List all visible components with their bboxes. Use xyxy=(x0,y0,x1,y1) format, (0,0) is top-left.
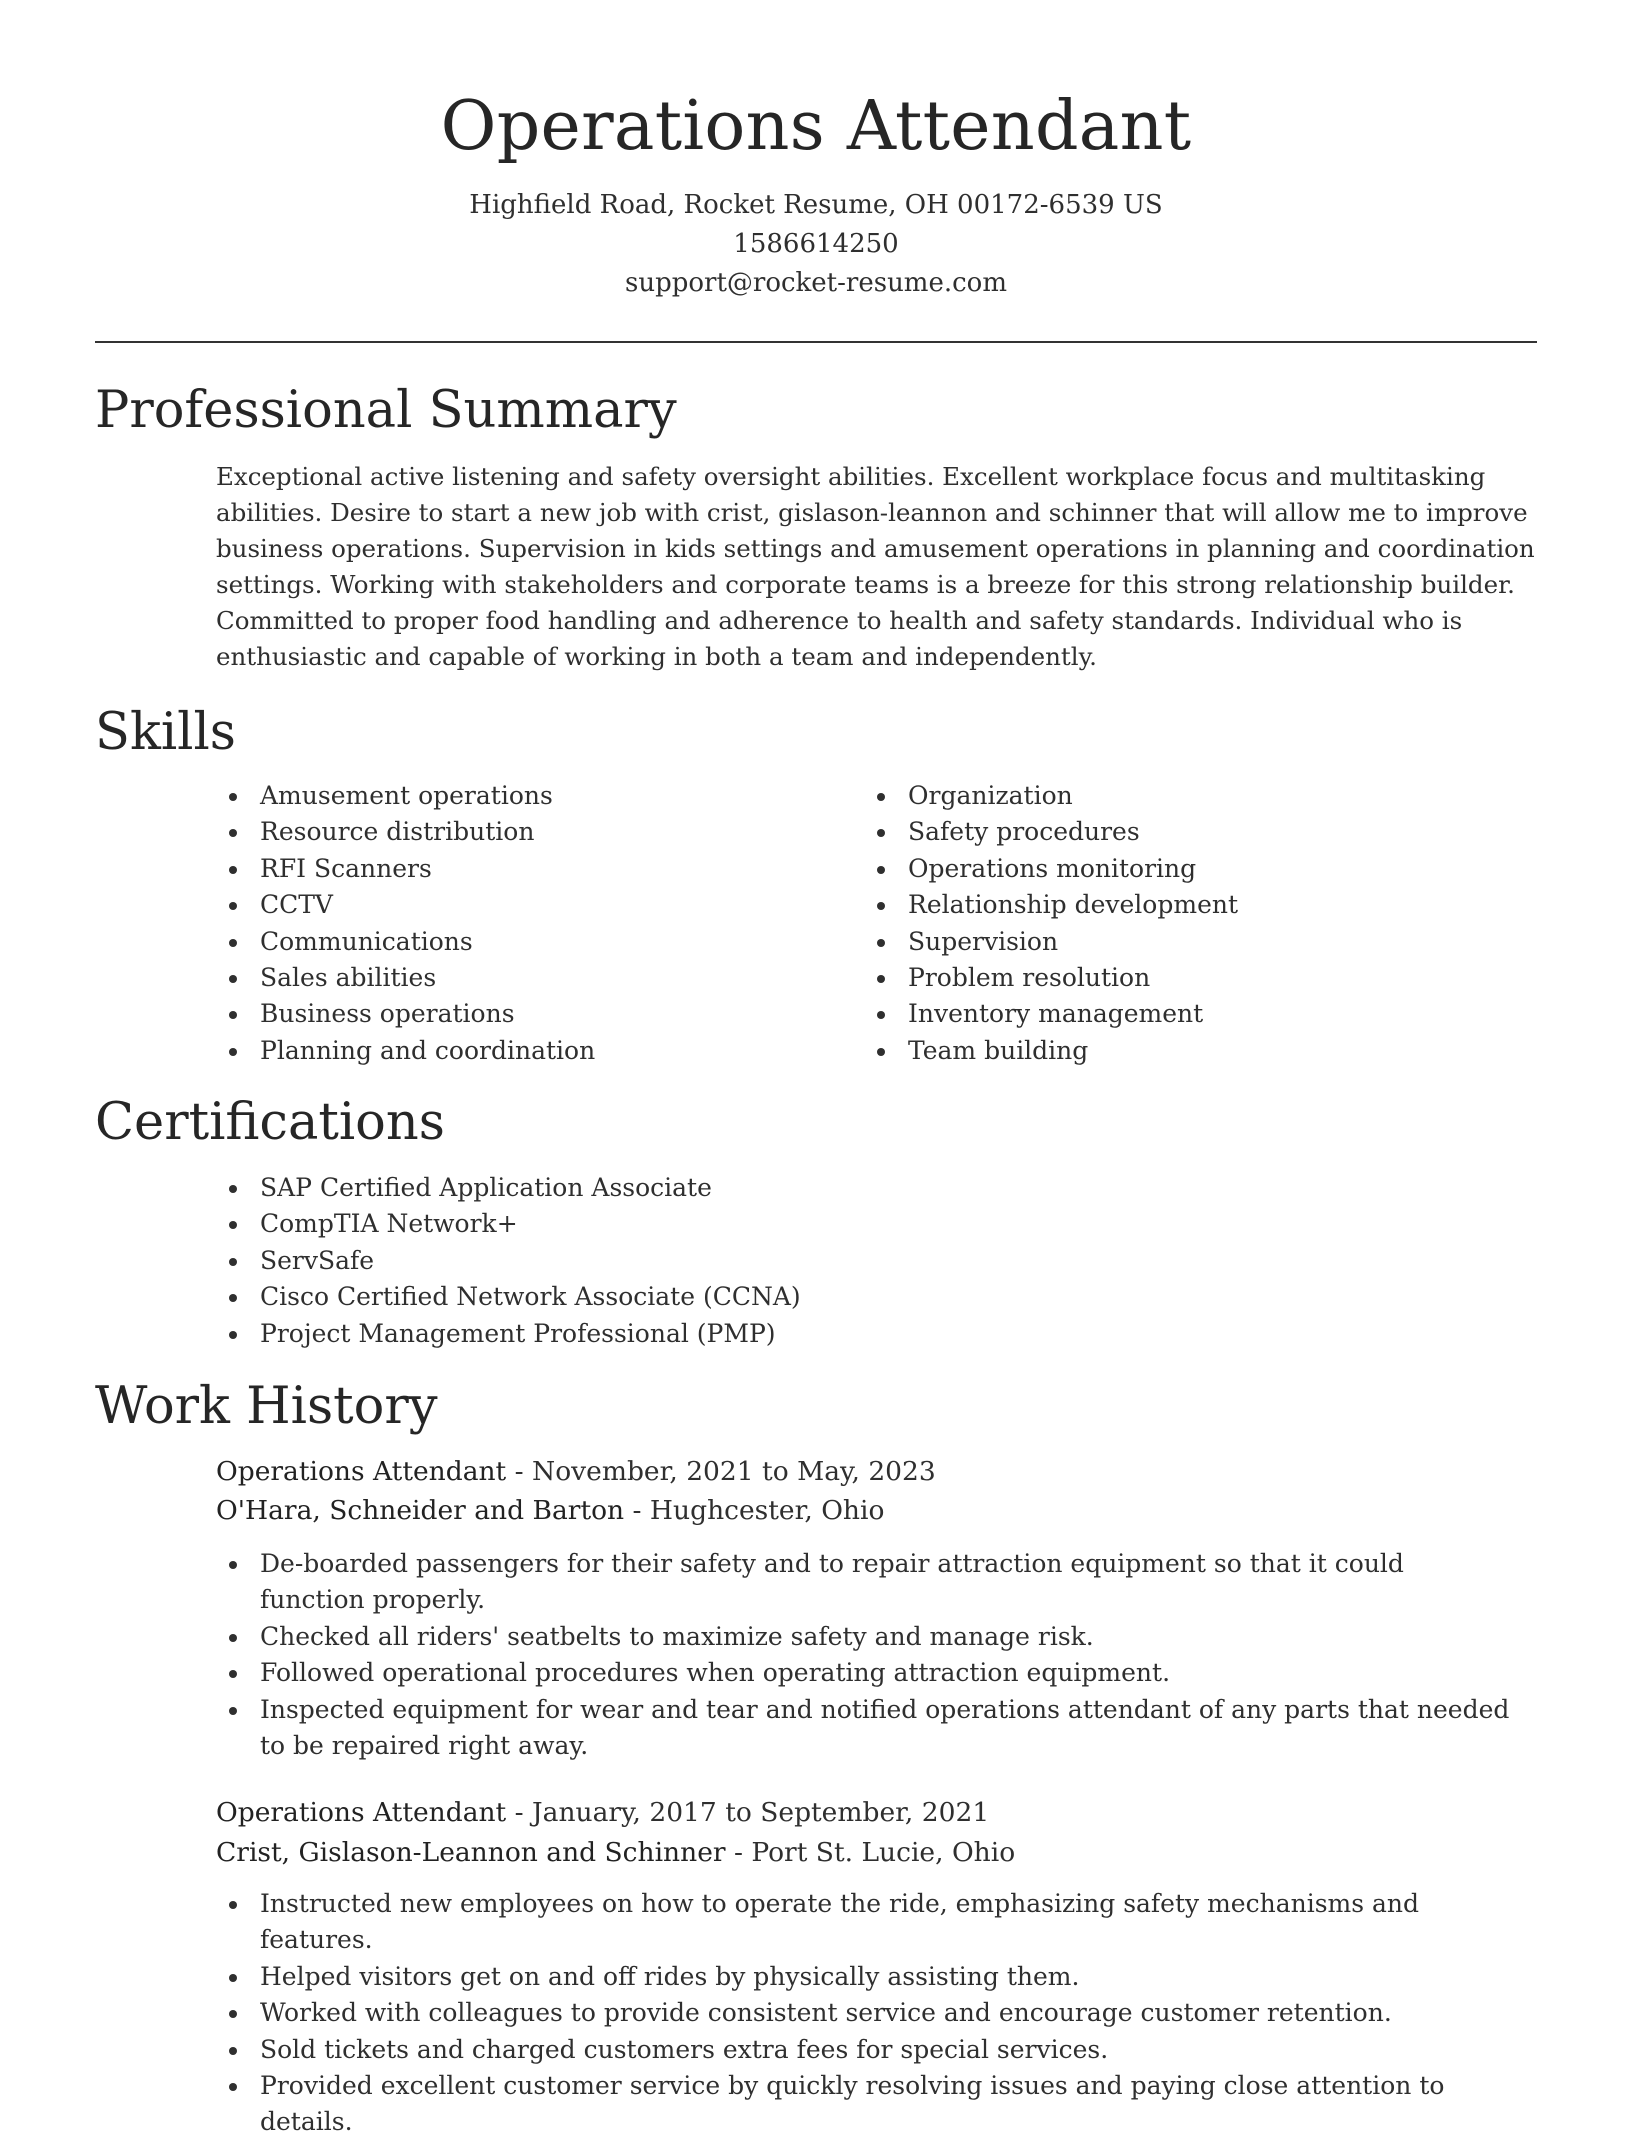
contact-address: Highfield Road, Rocket Resume, OH 00172-6539 US xyxy=(469,190,1163,220)
skill-item: Operations monitoring xyxy=(864,851,1484,887)
job-company-line xyxy=(216,1491,884,1531)
job-duty-item: Sold tickets and charged customers extra fees for special services. xyxy=(216,2032,1516,2068)
job-duty-item: Instructed new employees on how to operate the ride, emphasizing safety mechanisms and features. xyxy=(216,1886,1516,1959)
skill-item: CCTV xyxy=(216,887,836,923)
job-company: O'Hara, Schneider and Barton xyxy=(216,1495,625,1526)
job-role: Operations Attendant xyxy=(216,1797,507,1828)
skill-item: Sales abilities xyxy=(216,960,836,996)
skill-item: RFI Scanners xyxy=(216,851,836,887)
skill-item: Communications xyxy=(216,924,836,960)
skill-item: Safety procedures xyxy=(864,814,1484,850)
job-title-line xyxy=(216,1452,936,1492)
skill-item: Problem resolution xyxy=(864,960,1484,996)
job-company-line xyxy=(216,1833,1015,1873)
skill-item: Supervision xyxy=(864,924,1484,960)
skill-item: Business operations xyxy=(216,996,836,1032)
job-duty-item: Helped visitors get on and off rides by physically assisting them. xyxy=(216,1959,1516,1995)
skills-list-right xyxy=(864,778,1484,1069)
skills-list-left xyxy=(216,778,836,1069)
job-location: - Hughcester, Ohio xyxy=(624,1495,885,1526)
skill-item: Inventory management xyxy=(864,996,1484,1032)
certifications-list xyxy=(216,1170,1416,1352)
job-duty-item: De-boarded passengers for their safety and to repair attraction equipment so that it could function properly. xyxy=(216,1546,1516,1619)
job-duty-item: Followed operational procedures when operating attraction equipment. xyxy=(216,1655,1516,1691)
certification-item: ServSafe xyxy=(216,1243,1416,1279)
header-divider xyxy=(95,341,1537,343)
job-dates: - January, 2017 to September, 2021 xyxy=(506,1797,990,1828)
summary-text: Exceptional active listening and safety oversight abilities. Excellent workplace focus and multitasking abilities. Desire to start a new job with crist, gislason-leannon and schinner that will allow me to improve business operations. Supervision in kids settings and amusement operations in planning and coordination settings. Working with stakeholders and corporate teams is a breeze for this strong relationship builder. Committed to proper food handling and adherence to health and safety standards. Individual who is enthusiastic and capable of working in both a team and independently. xyxy=(216,462,1535,671)
section-title-summary: Professional Summary xyxy=(95,381,677,440)
job-company: Crist, Gislason-Leannon and Schinner xyxy=(216,1837,726,1868)
resume-header xyxy=(95,82,1537,303)
job-duty-item: Provided excellent customer service by quickly resolving issues and paying close attention to details. xyxy=(216,2068,1516,2141)
job-role: Operations Attendant xyxy=(216,1456,507,1487)
contact-email: support@rocket-resume.com xyxy=(624,268,1007,298)
skill-item: Relationship development xyxy=(864,887,1484,923)
job-duty-item: Inspected equipment for wear and tear and notified operations attendant of any parts that needed to be repaired right away. xyxy=(216,1692,1516,1765)
certification-item: SAP Certified Application Associate xyxy=(216,1170,1416,1206)
skill-item: Amusement operations xyxy=(216,778,836,814)
section-title-work-history: Work History xyxy=(95,1377,438,1436)
job-duties-list xyxy=(216,1546,1516,1764)
certification-item: Cisco Certified Network Associate (CCNA) xyxy=(216,1279,1416,1315)
job-title-line xyxy=(216,1793,989,1833)
job-dates: - November, 2021 to May, 2023 xyxy=(506,1456,936,1487)
candidate-name: Operations Attendant xyxy=(440,87,1192,166)
skill-item: Team building xyxy=(864,1033,1484,1069)
section-title-certifications: Certifications xyxy=(95,1093,445,1152)
contact-phone: 1586614250 xyxy=(733,229,899,259)
section-title-skills: Skills xyxy=(95,703,236,762)
contact-block xyxy=(95,186,1537,303)
certification-item: CompTIA Network+ xyxy=(216,1206,1416,1242)
skill-item: Resource distribution xyxy=(216,814,836,850)
skill-item: Organization xyxy=(864,778,1484,814)
job-duty-item: Worked with colleagues to provide consistent service and encourage customer retention. xyxy=(216,1995,1516,2031)
job-duty-item: Checked all riders' seatbelts to maximize safety and manage risk. xyxy=(216,1619,1516,1655)
job-duties-list xyxy=(216,1886,1516,2141)
job-location: - Port St. Lucie, Ohio xyxy=(725,1837,1016,1868)
certification-item: Project Management Professional (PMP) xyxy=(216,1316,1416,1352)
skill-item: Planning and coordination xyxy=(216,1033,836,1069)
